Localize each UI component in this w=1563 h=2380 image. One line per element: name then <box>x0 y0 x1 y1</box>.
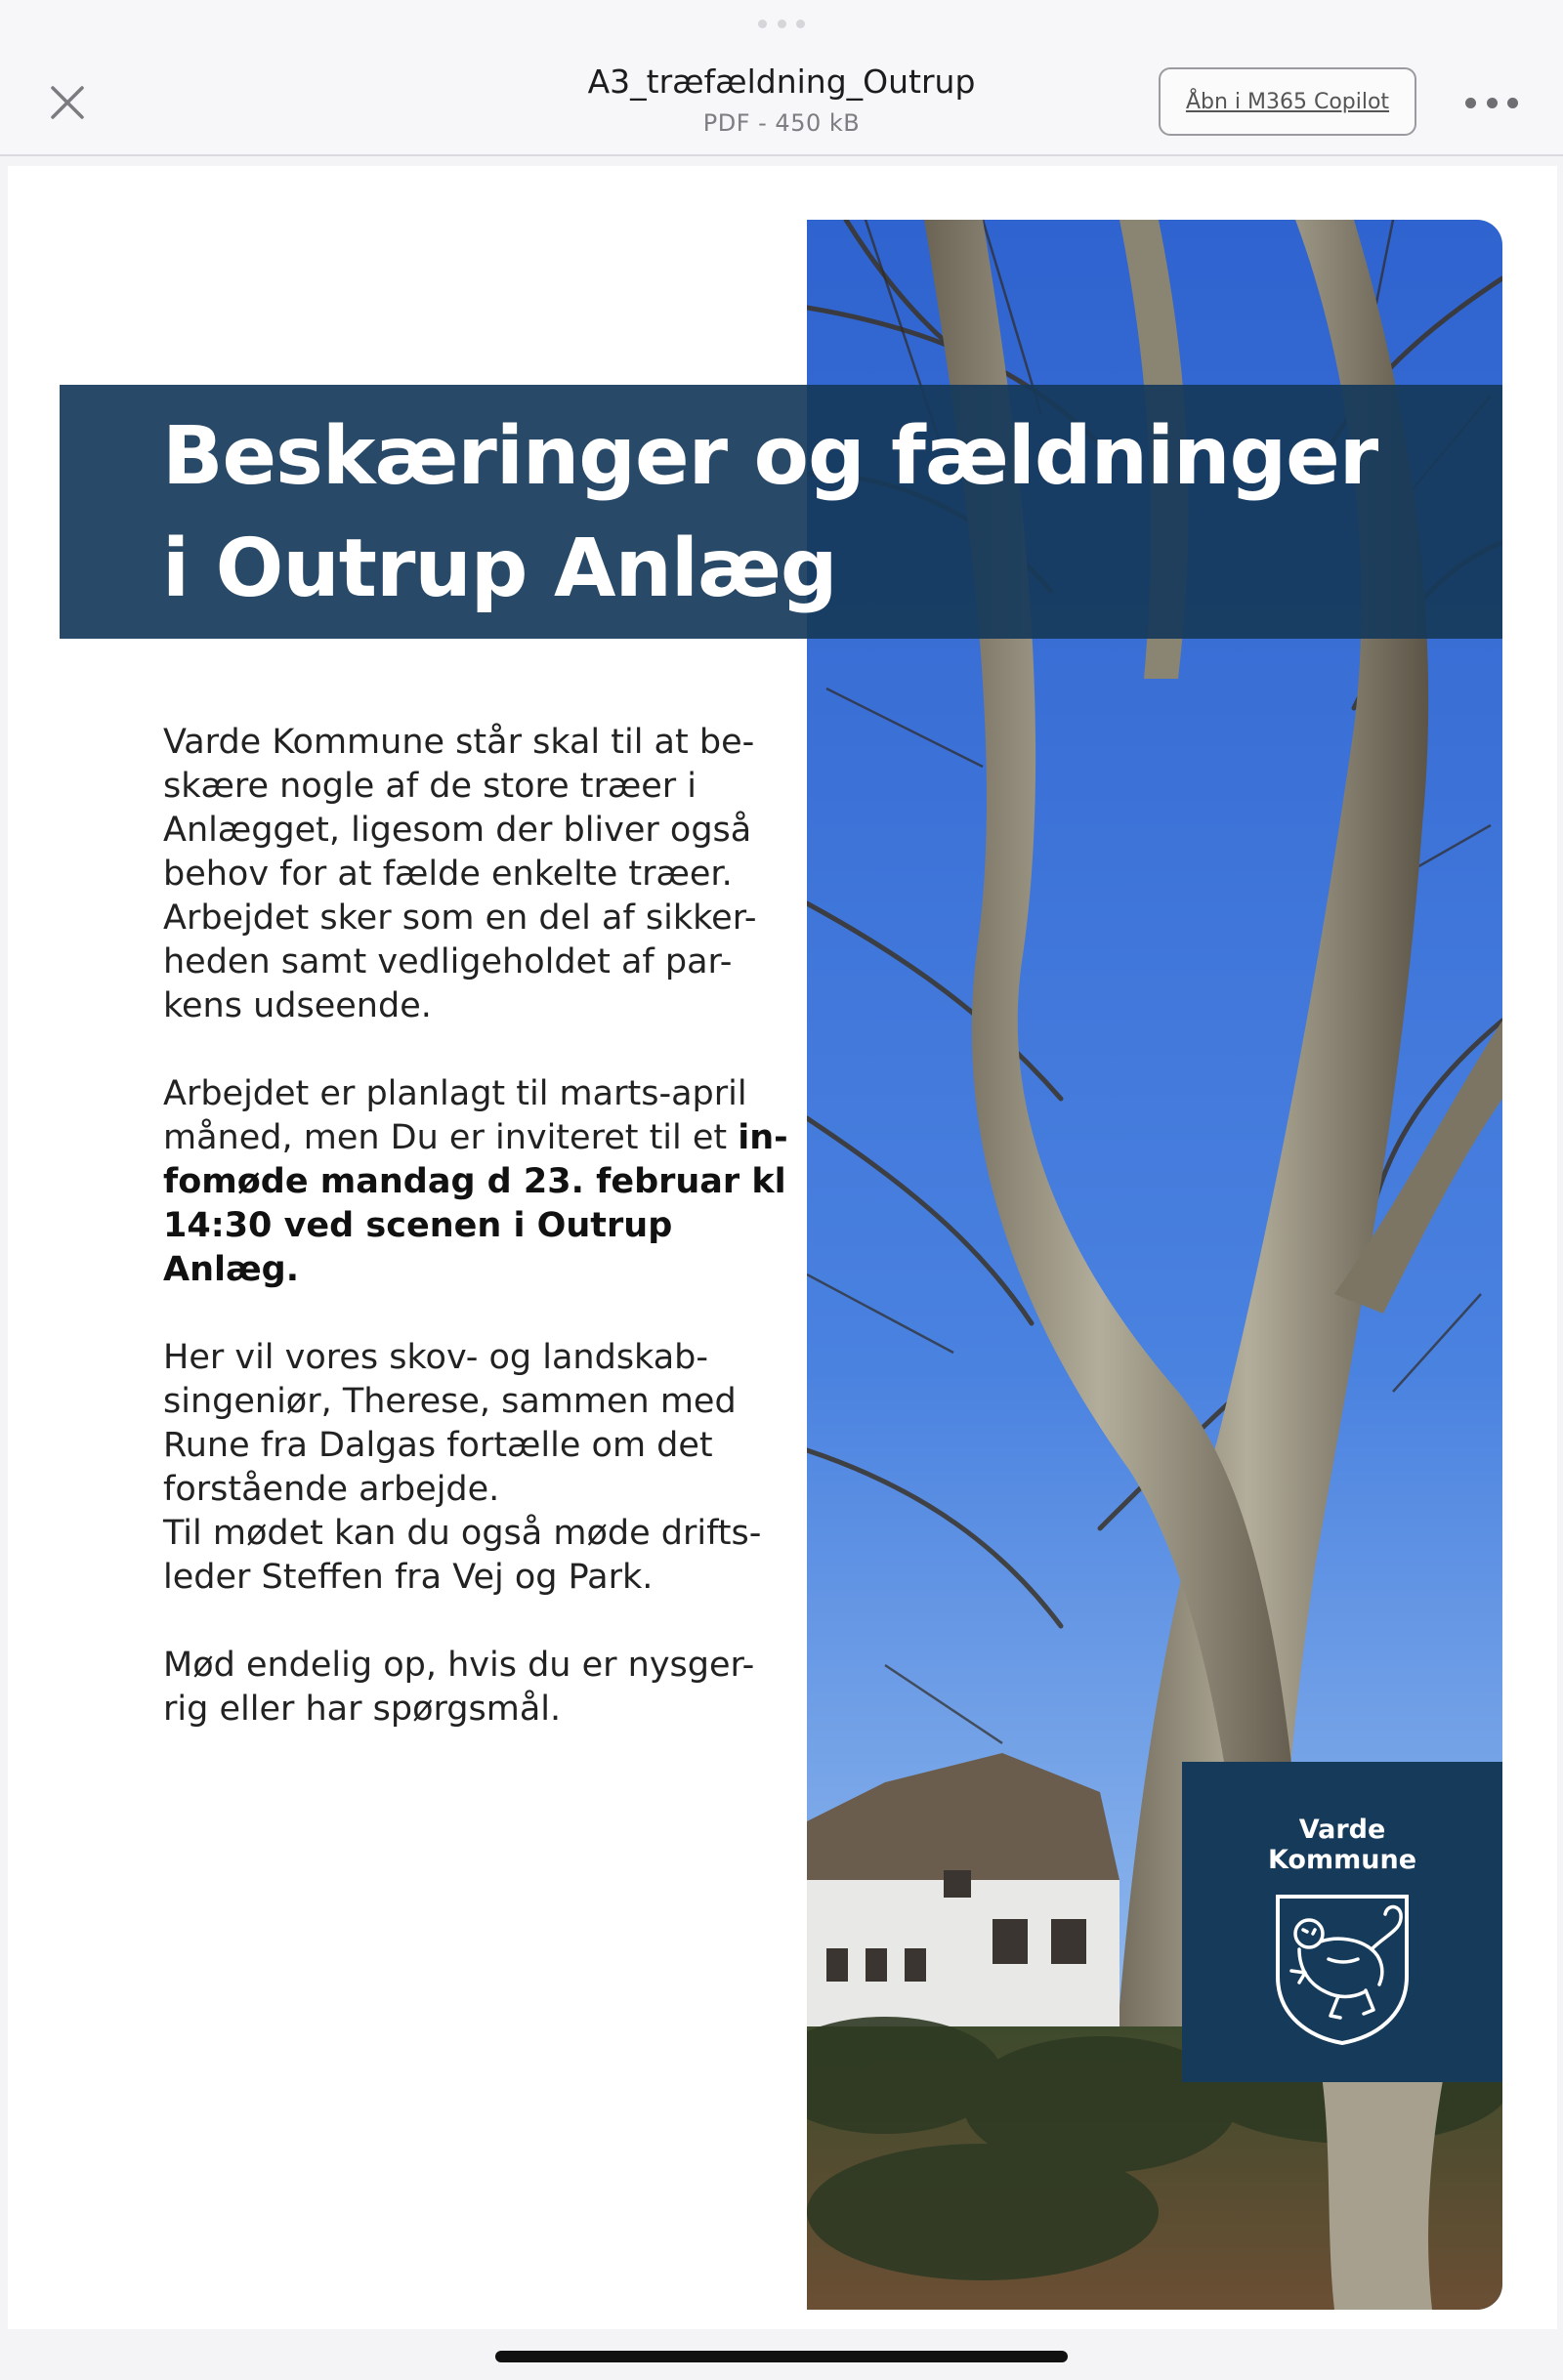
open-in-copilot-button[interactable]: Åbn i M365 Copilot <box>1159 67 1416 136</box>
logo-line-2: Kommune <box>1267 1845 1417 1875</box>
lion-crest-icon <box>1270 1891 1415 2045</box>
sheet-grabber[interactable] <box>758 20 805 29</box>
manager-text: Til mødet kan du også møde drifts- leder Steffen fra Vej og Park. <box>163 1514 762 1597</box>
viewer-toolbar <box>0 0 1563 156</box>
paragraph-closing: Mød endelig op, hvis du er nysger- rig eller har spørgsmål. <box>163 1646 755 1729</box>
paragraph-speakers <box>163 1336 788 1600</box>
document-headline <box>162 400 1432 625</box>
logo-line-1: Varde <box>1298 1815 1386 1845</box>
logo-text <box>1182 1815 1502 1875</box>
more-options-icon[interactable] <box>1465 88 1518 117</box>
paragraph-intro: Varde Kommune står skal til at be- skære nogle af de store træer i Anlægget, ligesom der bliver også behov for at fælde enkelte træer. Arbejdet sker som en del af sikker- heden samt vedligeholdet af par- kens udseende. <box>163 723 757 1025</box>
pdf-page[interactable] <box>8 166 1557 2329</box>
home-indicator[interactable] <box>495 2351 1068 2362</box>
paragraph-schedule <box>163 1072 788 1292</box>
document-body <box>163 721 788 1775</box>
file-title: A3_træfældning_Outrup <box>587 63 976 101</box>
schedule-text: Arbejdet er planlagt til marts-april måned, men Du er inviteret til et <box>163 1074 747 1157</box>
headline-line-1: Beskæringer og fældninger <box>162 410 1378 503</box>
speakers-text: Her vil vores skov- og landskab- singeniør, Therese, sammen med Rune fra Dalgas fortælle om det forstående arbejde. <box>163 1338 737 1509</box>
headline-line-2: i Outrup Anlæg <box>162 522 837 615</box>
varde-kommune-logo <box>1182 1762 1502 2082</box>
file-meta: PDF - 450 kB <box>702 109 861 137</box>
meeting-details: in- fomøde mandag d 23. februar kl 14:30 ved scenen i Outrup Anlæg. <box>163 1118 788 1289</box>
